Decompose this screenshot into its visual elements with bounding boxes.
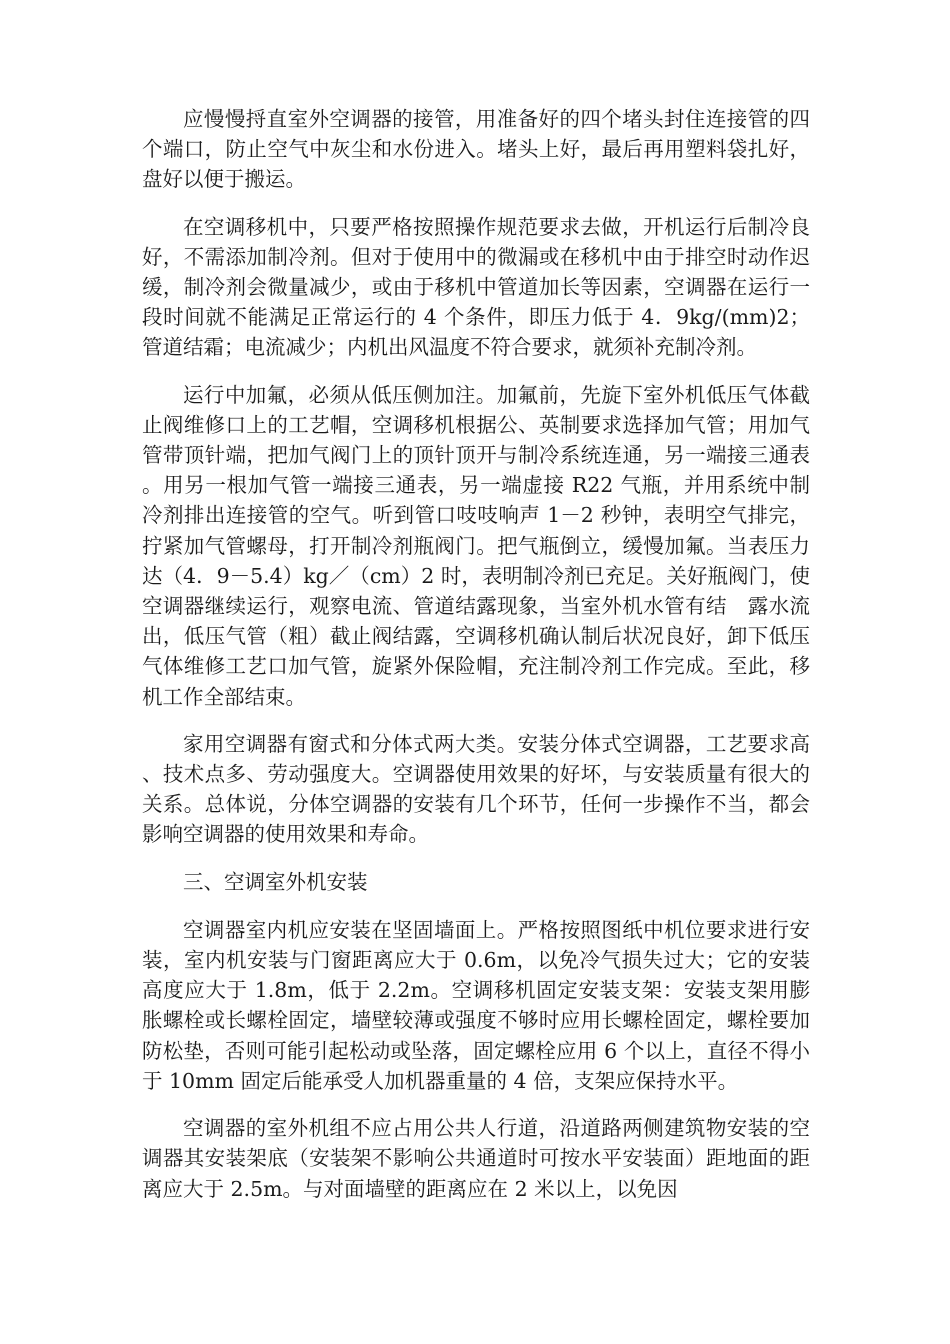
paragraph-indoor-unit: 空调器室内机应安装在坚固墙面上。严格按照图纸中机位要求进行安装，室内机安装与门窗距离应大于 0.6m，以免冷气损失过大；它的安装高度应大于 1.8m，低于 2.2m。空调移机固定安装支架：安装支架用膨胀螺栓或长螺栓固定，墙壁较薄或强度不够时应用长螺栓固定，螺栓要加防松垫，否则可能引起松动或坠落，固定螺栓应用 6 个以上，直径不得小于 10mm 固定后能承受人加机器重量的 4 倍，支架应保持水平。 [142,917,810,1093]
section-heading: 三、空调室外机安装 [183,869,368,894]
paragraph-installation-overview: 家用空调器有窗式和分体式两大类。安装分体式空调器，工艺要求高、技术点多、劳动强度大。空调器使用效果的好坏，与安装质量有很大的关系。总体说，分体空调器的安装有几个环节，任何一步操作不当，都会影响空调器的使用效果和寿命。 [142,731,810,847]
document-body [142,104,810,1221]
paragraph-refrigerant-check: 在空调移机中，只要严格按照操作规范要求去做，开机运行后制冷良好，不需添加制冷剂。但对于使用中的微漏或在移机中由于排空时动作迟缓，制冷剂会微量减少，或由于移机中管道加长等因素，空调器在运行一段时间就不能满足正常运行的 4 个条件，即压力低于 4．9kg/(mm)2；管道结霜；电流减少；内机出风温度不符合要求，就须补充制冷剂。 [142,214,810,360]
paragraph-pipe-sealing: 应慢慢捋直室外空调器的接管，用准备好的四个堵头封住连接管的四个端口，防止空气中灰尘和水份进入。堵头上好，最后再用塑料袋扎好，盘好以便于搬运。 [142,107,810,192]
paragraph-outdoor-unit: 空调器的室外机组不应占用公共人行道，沿道路两侧建筑物安装的空调器其安装架底（安装架不影响公共通道时可按水平安装面）距地面的距离应大于 2.5m。与对面墙壁的距离应在 2 米以上，以免因 [142,1116,810,1201]
paragraph-charging-procedure: 运行中加氟，必须从低压侧加注。加氟前，先旋下室外机低压气体截止阀维修口上的工艺帽，空调移机根据公、英制要求选择加气管；用加气管带顶针端，把加气阀门上的顶针顶开与制冷系统连通，另一端接三通表。用另一根加气管一端接三通表，另一端虚接 R22 气瓶，并用系统中制冷剂排出连接管的空气。听到管口吱吱响声 1－2 秒钟，表明空气排完，拧紧加气管螺母，打开制冷剂瓶阀门。把气瓶倒立，缓慢加氟。当表压力达（4．9－5.4）kg／（cm）2 时，表明制冷剂已充足。关好瓶阀门，使空调器继续运行，观察电流、管道结露现象，当室外机水管有结 露水流出，低压气管（粗）截止阀结露，空调移机确认制后状况良好，卸下低压气体维修工艺口加气管，旋紧外保险帽，充注制冷剂工作完成。至此，移机工作全部结束。 [142,382,810,709]
